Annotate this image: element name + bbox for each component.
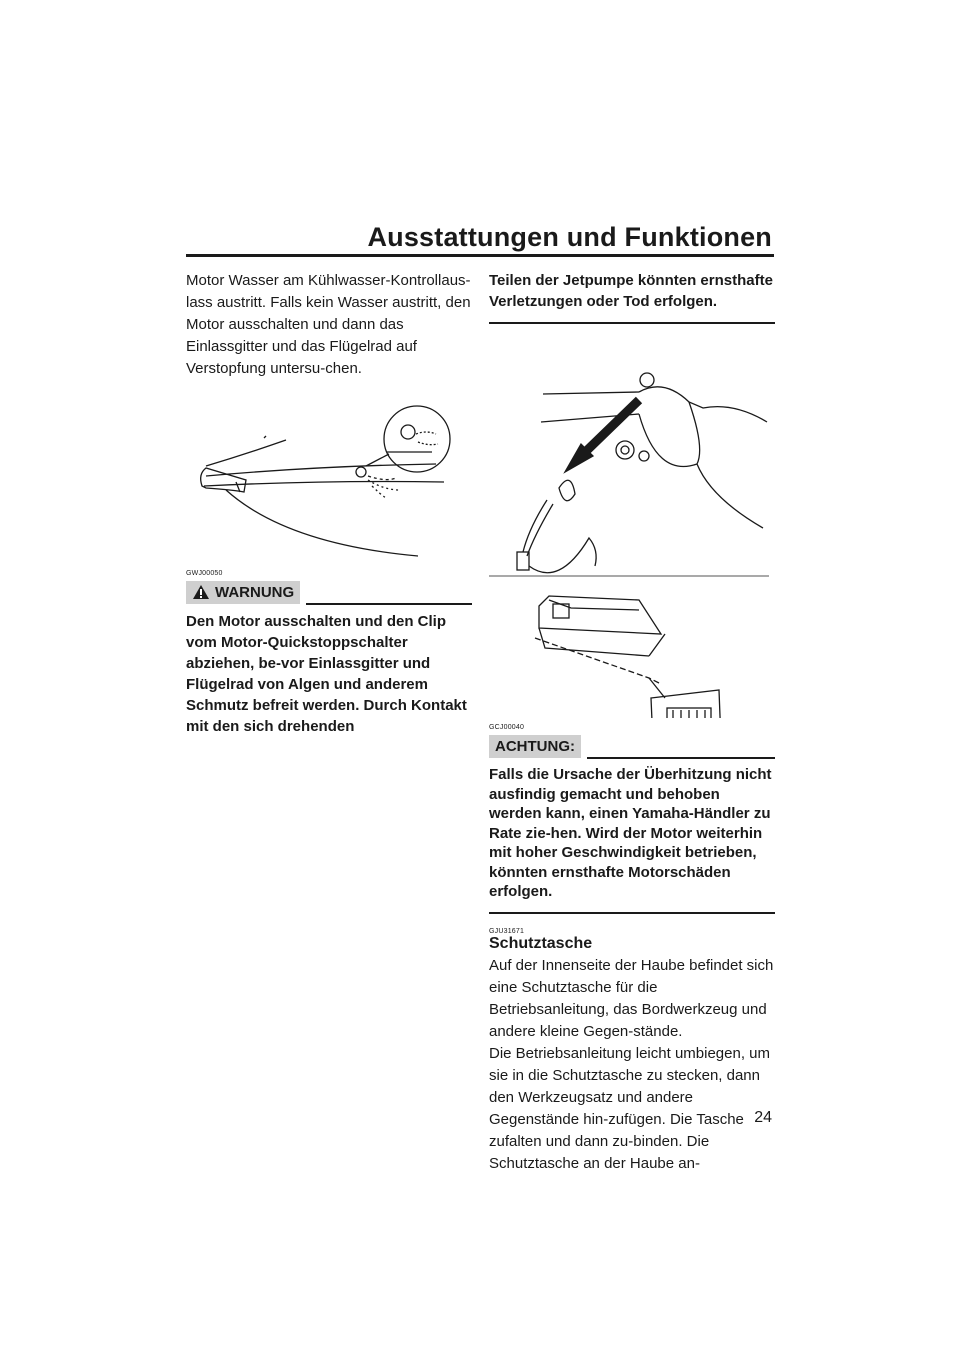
intro-paragraph: Motor Wasser am Kühlwasser-Kontrollaus-lass austritt. Falls kein Wasser austritt, den Motor ausschalten und dann das Einlassgitter und das Flügelrad auf Verstopfung untersu-chen.: [186, 272, 471, 377]
warning-label: [186, 581, 300, 604]
caution-label-rule: [587, 757, 775, 759]
page-number: 24: [754, 1109, 772, 1126]
cooling-water-outlet-illustration: [186, 394, 472, 564]
header-rule: [186, 254, 774, 257]
caution-label: [489, 735, 581, 758]
warning-triangle-icon: [192, 584, 210, 600]
right-column: [489, 270, 775, 1175]
page-title: Ausstattungen und Funktionen: [367, 222, 772, 252]
caution-label-text: ACHTUNG:: [495, 737, 575, 755]
left-column: [186, 270, 472, 737]
warning-end-rule: [489, 322, 775, 324]
section-paragraph-2: Die Betriebsanleitung leicht umbiegen, um sie in die Schutztasche zu stecken, dann den Werkzeugsatz und andere Gegenstände hin-zufügen. Die Tasche zufalten und dann zu-binden. Die Schutztasche an der Haube an-: [489, 1044, 770, 1172]
caution-label-row: [489, 733, 775, 759]
caution-code: GCJ00040: [489, 724, 525, 731]
caution-text: Falls die Ursache der Überhitzung nicht ausfindig gemacht und behoben werden kann, einen Yamaha-Händler zu Rate zie-hen. Wird der Motor weiterhin mit hoher Geschwindigkeit betrieben, könnten ernsthafte Motorschäden erfolgen.: [489, 766, 772, 900]
section-heading: Schutztasche: [489, 934, 593, 952]
warning-text: Den Motor ausschalten und den Clip vom Motor-Quickstoppschalter abziehen, be-vor Einlassgitter und Flügelrad von Algen und anderem Schmutz befreit werden. Durch Kontakt mit den sich drehenden: [186, 613, 467, 735]
section-paragraph-1: Auf der Innenseite der Haube befindet sich eine Schutztasche für die Betriebsanleitung, das Bordwerkzeug und andere kleine Gegen-stände.: [489, 956, 774, 1040]
warning-continued-text: Teilen der Jetpumpe könnten ernsthafte Verletzungen oder Tod erfolgen.: [489, 272, 773, 310]
warning-label-row: [186, 579, 472, 605]
warning-code: GWJ00050: [186, 570, 223, 577]
warning-label-rule: [306, 603, 472, 605]
section-code: GJU31671: [489, 927, 525, 935]
caution-end-rule: [489, 912, 775, 914]
engine-shutoff-clip-illustration: [489, 338, 775, 718]
warning-label-text: WARNUNG: [215, 583, 295, 601]
